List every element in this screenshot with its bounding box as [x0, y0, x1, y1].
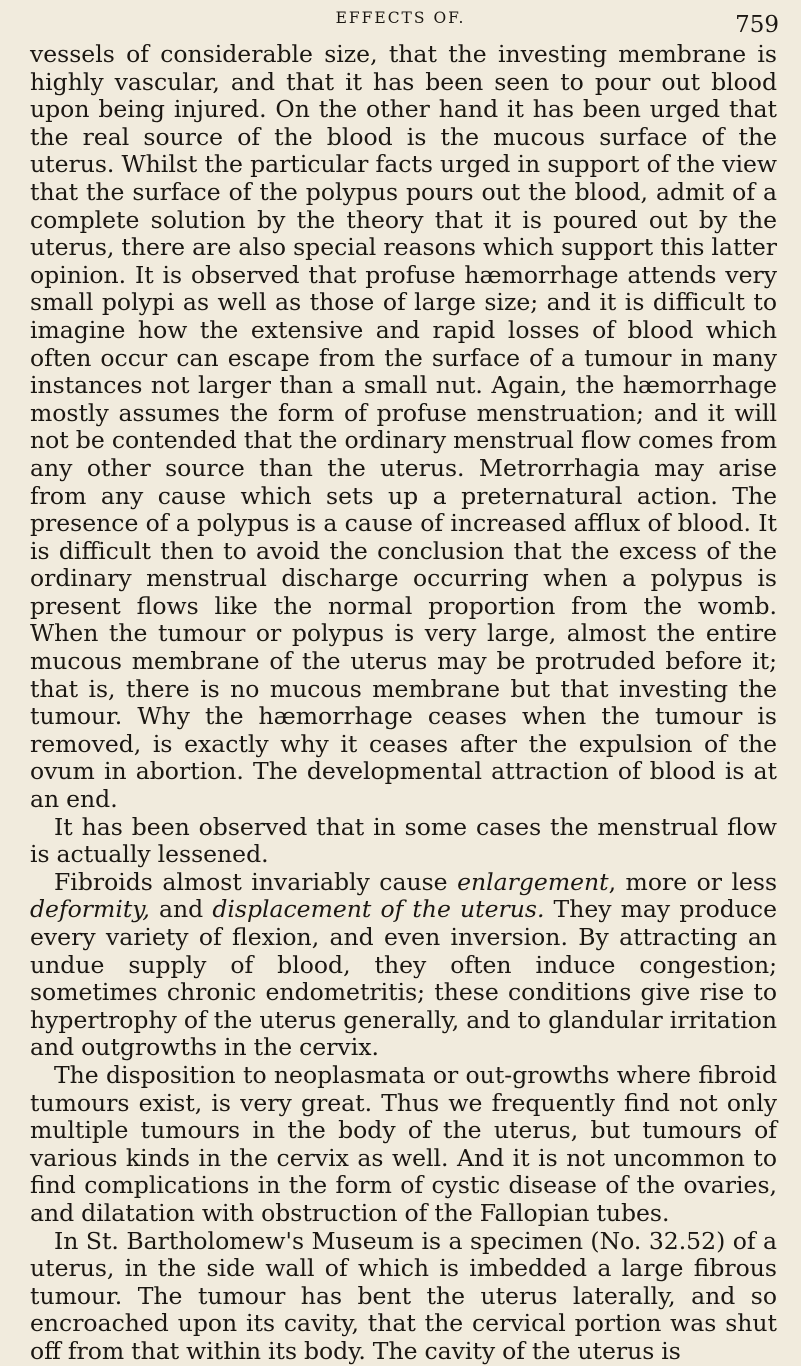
paragraph-text: Fibroids almost invariably cause — [54, 867, 458, 896]
paragraph-neoplasmata — [30, 1062, 777, 1228]
italic-term-enlargement: enlargement — [457, 867, 609, 896]
page-number: 759 — [735, 12, 779, 38]
paragraph-polypus-haemorrhage — [30, 41, 777, 814]
paragraph-text: They may produce every variety of flexion, and even inversion. By attracting an undue supply of blood, they often induce congestion; sometimes chronic endometritis; these conditions give rise to hypertrophy of the uterus generally, and to glandular irritation and outgrowths in the cervix. — [30, 895, 777, 1062]
paragraph-text: and — [149, 895, 213, 924]
page-body — [30, 41, 777, 1366]
italic-term-displacement: displacement of the uterus. — [212, 895, 545, 924]
paragraph-text: The disposition to neoplasmata or out-growths where fibroid tumours exist, is very great. Thus we frequently find not only multiple tumours in the body of the uterus, but tumours of various kinds in the cervix as well. And it is not uncommon to find complications in the form of cystic disease of the ovaries, and dilatation with obstruction of the Fallopian tubes. — [30, 1060, 777, 1227]
paragraph-text: vessels of considerable size, that the investing membrane is highly vascular, and that it has been seen to pour out blood upon being injured. On the other hand it has been urged that the real source of the blood is the mucous surface of the uterus. Whilst the particular facts urged in support of the view that the surface of the polypus pours out the blood, admit of a complete solution by the theory that it is poured out by the uterus, there are also special reasons which support this latter opinion. It is observed that profuse hæmorrhage attends very small polypi as well as those of large size; and it is difficult to imagine how the extensive and rapid losses of blood which often occur can escape from the surface of a tumour in many instances not larger than a small nut. Again, the hæmorrhage mostly assumes the form of profuse menstruation; and it will not be contended that the ordinary menstrual flow comes from any other source than the uterus. Metrorrhagia may arise from any cause which sets up a preternatural action. The presence of a polypus is a cause of increased afflux of blood. It is difficult then to avoid the conclusion that the excess of the ordinary menstrual discharge occurring when a polypus is present flows like the normal proportion from the womb. When the tumour or polypus is very large, almost the entire mucous membrane of the uterus may be protruded before it; that is, there is no mucous membrane but that investing the tumour. Why the hæmorrhage ceases when the tumour is removed, is exactly why it ceases after the expulsion of the ovum in abortion. The developmental attraction of blood is at an end. — [30, 40, 777, 814]
paragraph-museum-specimen — [30, 1228, 777, 1366]
paragraph-text: , more or less — [608, 867, 777, 896]
running-title: EFFECTS OF. — [335, 9, 466, 27]
paragraph-fibroids-enlargement — [30, 869, 777, 1062]
paragraph-menstrual-flow-lessened — [30, 814, 777, 869]
italic-term-deformity: deformity, — [30, 895, 150, 924]
paragraph-text: In St. Bartholomew's Museum is a specimen (No. 32.52) of a uterus, in the side wall of which is imbedded a large fibrous tumour. The tumour has bent the uterus laterally, and so encroached upon its cavity, that the cervical portion was shut off from that within its body. The cavity of the uterus is — [30, 1226, 777, 1365]
paragraph-text: It has been observed that in some cases the menstrual flow is actually lessened. — [30, 812, 777, 869]
